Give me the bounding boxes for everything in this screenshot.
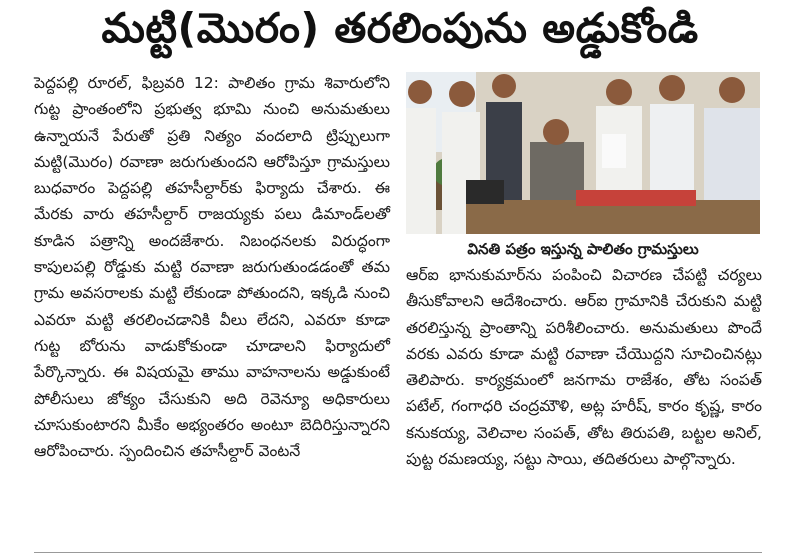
right-column — [406, 262, 762, 472]
monitor — [466, 180, 504, 204]
person-2-head — [449, 81, 475, 107]
person-5-head — [659, 75, 685, 101]
right-column-text: ఆర్ఐ భానుకుమార్‌ను పంపించి విచారణ చేపట్టి చర్యలు తీసుకోవాలని ఆదేశించారు. ఆర్ఐ గ్రామానికి చేరుకుని మట్టి తరలిస్తున్న ప్రాంతాన్ని పరిశీలించారు. అనుమతులు పొందే వరకు ఎవరు కూడా మట్టి రవాణా చేయొద్దని సూచించినట్లు తెలిపారు. కార్యక్రమంలో జనగామ రాజేశం, తోట సంపత్ పటేల్, గంగాధరి చంద్రమౌళి, అట్ల హరీష్, కారం కృష్ణ, కారం కనుకయ్య, వెలిచాల సంపత్, తోట తిరుపతి, బట్టల అనిల్, పుట్ట రమణయ్య, సట్టు సాయి, తదితరులు పాల్గొన్నారు. — [406, 266, 762, 469]
person-1-head — [408, 80, 432, 104]
news-photo-illustration — [406, 72, 760, 234]
paper-sheet — [602, 134, 626, 168]
person-4-head — [606, 79, 632, 105]
photo-caption: వినతి పత్రం ఇస్తున్న పాలితం గ్రామస్తులు — [467, 240, 699, 258]
person-1-body — [406, 108, 436, 234]
person-3-head — [492, 74, 516, 98]
bottom-rule — [34, 552, 762, 553]
officer-head — [543, 119, 569, 145]
headline: మట్టి(మొరం) తరలింపును అడ్డుకోండి — [101, 4, 699, 52]
papers — [576, 190, 696, 206]
news-photo — [406, 72, 760, 234]
left-column — [34, 70, 390, 464]
left-column-text: పెద్దపల్లి రూరల్, ఫిబ్రవరి 12: పాలితం గ్రామ శివారులోని గుట్ట ప్రాంతంలోని ప్రభుత్వ భూమి నుంచి అనుమతులు ఉన్నాయనే పేరుతో ప్రతి నిత్యం వందలాది ట్రిప్పులుగా మట్టి(మొరం) రవాణా జరుగుతుందని ఆరోపిస్తూ గ్రామస్తులు బుధవారం పెద్దపల్లి తహసీల్దార్‌కు ఫిర్యాదు చేశారు. ఈ మేరకు వారు తహసీల్దార్ రాజయ్యకు పలు డిమాండ్‌లతో కూడిన పత్రాన్ని అందజేశారు. నిబంధనలకు విరుద్ధంగా కాపులపల్లి రోడ్డుకు మట్టి రవాణా జరుగుతుండడంతో తమ గ్రామ అవసరాలకు మట్టి లేకుండా పోతుందని, ఇక్కడి నుంచి ఎవరూ మట్టి తరలించడానికి వీలు లేదని, ఎవరూ కూడా గుట్ట బోరును వాడుకోకుండా చూడాలని ఫిర్యాదులో పేర్కొన్నారు. ఈ విషయమై తాము వాహనాలను అడ్డుకుంటే పోలీసులు జోక్యం చేసుకుని అది రెవెన్యూ అధికారులు చూసుకుంటారని మీకేం అభ్యంతరం అంటూ బెదిరిస్తున్నారని ఆరోపించారు. స్పందించిన తహసీల్దార్ వెంటనే — [34, 74, 390, 461]
person-6-head — [719, 77, 745, 103]
officer-body — [530, 142, 584, 202]
